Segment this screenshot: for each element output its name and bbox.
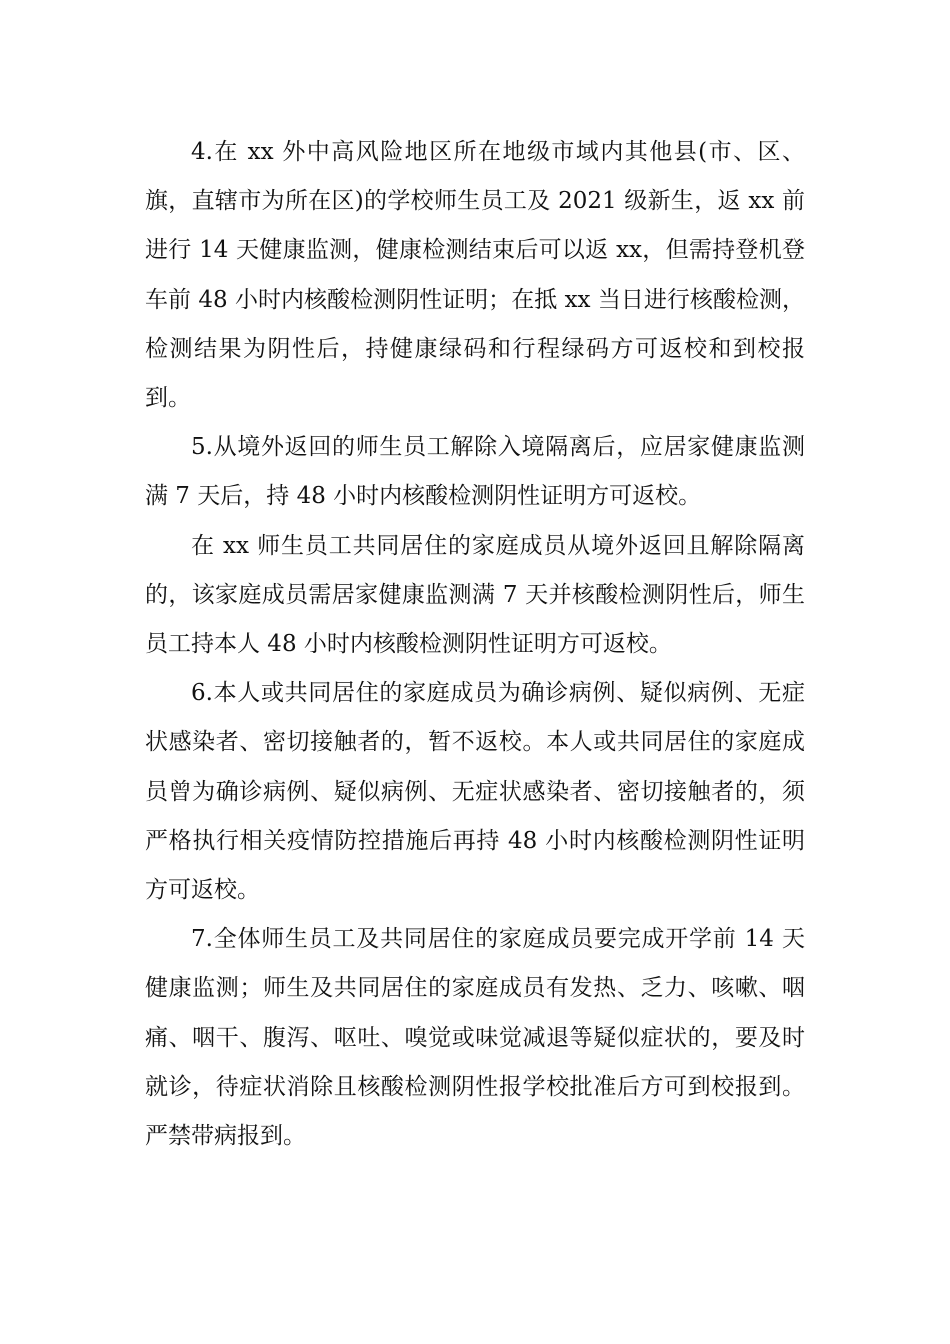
paragraph-item-6: 6.本人或共同居住的家庭成员为确诊病例、疑似病例、无症状感染者、密切接触者的，暂不返校。本人或共同居住的家庭成员曾为确诊病例、疑似病例、无症状感染者、密切接触者的，须严格执行相关疫情防控措施后再持 48 小时内核酸检测阴性证明方可返校。 xyxy=(145,680,805,904)
paragraph-item-7: 7.全体师生员工及共同居住的家庭成员要完成开学前 14 天健康监测；师生及共同居住的家庭成员有发热、乏力、咳嗽、咽痛、咽干、腹泻、呕吐、嗅觉或味觉减退等疑似症状的，要及时就诊，待症状消除且核酸检测阴性报学校批准后方可到校报到。严禁带病报到。 xyxy=(145,926,805,1150)
paragraph-item-4: 4.在 xx 外中高风险地区所在地级市域内其他县(市、区、旗，直辖市为所在区)的学校师生员工及 2021 级新生，返 xx 前进行 14 天健康监测，健康检测结束后可以返 xx，但需持登机登车前 48 小时内核酸检测阴性证明；在抵 xx 当日进行核酸检测，检测结果为阴性后，持健康绿码和行程绿码方可返校和到校报到。 xyxy=(145,139,805,412)
paragraph-family-overseas: 在 xx 师生员工共同居住的家庭成员从境外返回且解除隔离的，该家庭成员需居家健康监测满 7 天并核酸检测阴性后，师生员工持本人 48 小时内核酸检测阴性证明方可返校。 xyxy=(145,532,805,658)
paragraph-item-5: 5.从境外返回的师生员工解除入境隔离后，应居家健康监测满 7 天后，持 48 小时内核酸检测阴性证明方可返校。 xyxy=(145,434,805,510)
document-page xyxy=(145,128,805,1161)
